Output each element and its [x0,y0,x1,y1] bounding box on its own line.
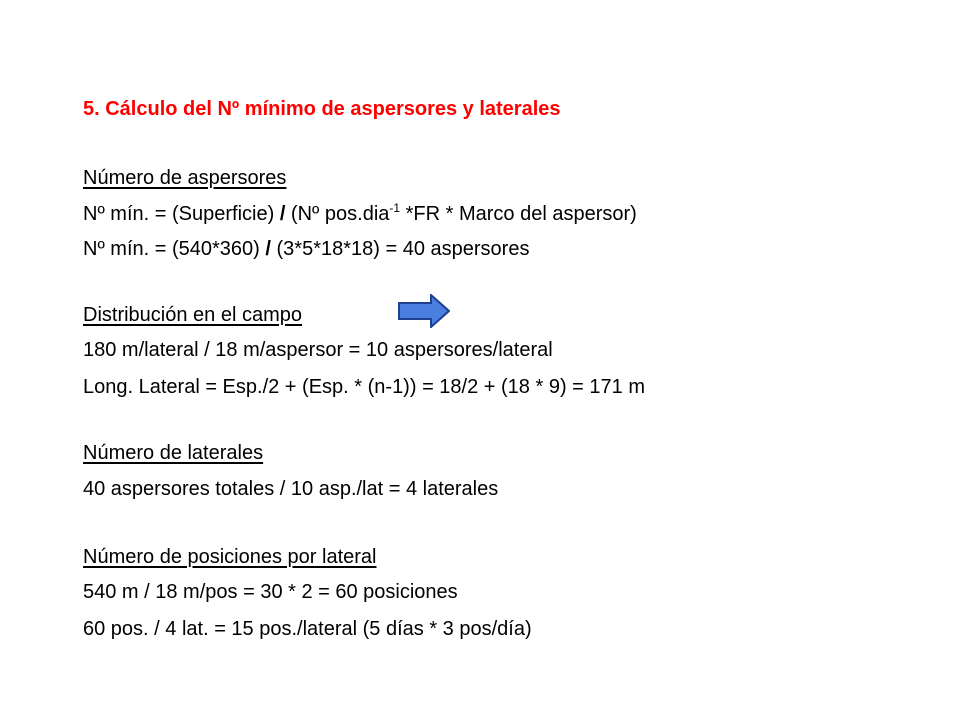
heading-laterales: Número de laterales [83,442,264,464]
calc-suffix: (3*5*18*18) = 40 aspersores [270,238,530,260]
posiciones-line-2: 60 pos. / 4 lat. = 15 pos./lateral (5 días * 3 pos/día) [83,618,532,640]
formula-prefix: Nº mín. = (Superficie) [83,203,280,225]
distribucion-line-2: Long. Lateral = Esp./2 + (Esp. * (n-1)) = 18/2 + (18 * 9) = 171 m [83,376,645,398]
distribucion-line-1: 180 m/lateral / 18 m/aspersor = 10 aspersores/lateral [83,339,553,361]
heading-numero-aspersores: Número de aspersores [83,167,287,189]
slide-title: 5. Cálculo del Nº mínimo de aspersores y laterales [83,98,561,120]
heading-distribucion: Distribución en el campo [83,304,302,326]
heading-posiciones: Número de posiciones por lateral [83,546,377,568]
posiciones-line-1: 540 m / 18 m/pos = 30 * 2 = 60 posiciones [83,581,458,603]
formula-line [83,202,637,226]
calc-slash: / [265,238,271,260]
calc-line [83,237,529,261]
laterales-line-1: 40 aspersores totales / 10 asp./lat = 4 laterales [83,478,499,500]
right-arrow-icon [398,294,450,328]
formula-suffix: *FR * Marco del aspersor) [400,203,637,225]
calc-prefix: Nº mín. = (540*360) [83,238,266,260]
formula-slash: / [279,203,286,225]
formula-superscript: -1 [389,201,401,215]
formula-middle: (Nº pos.dia [285,203,390,225]
